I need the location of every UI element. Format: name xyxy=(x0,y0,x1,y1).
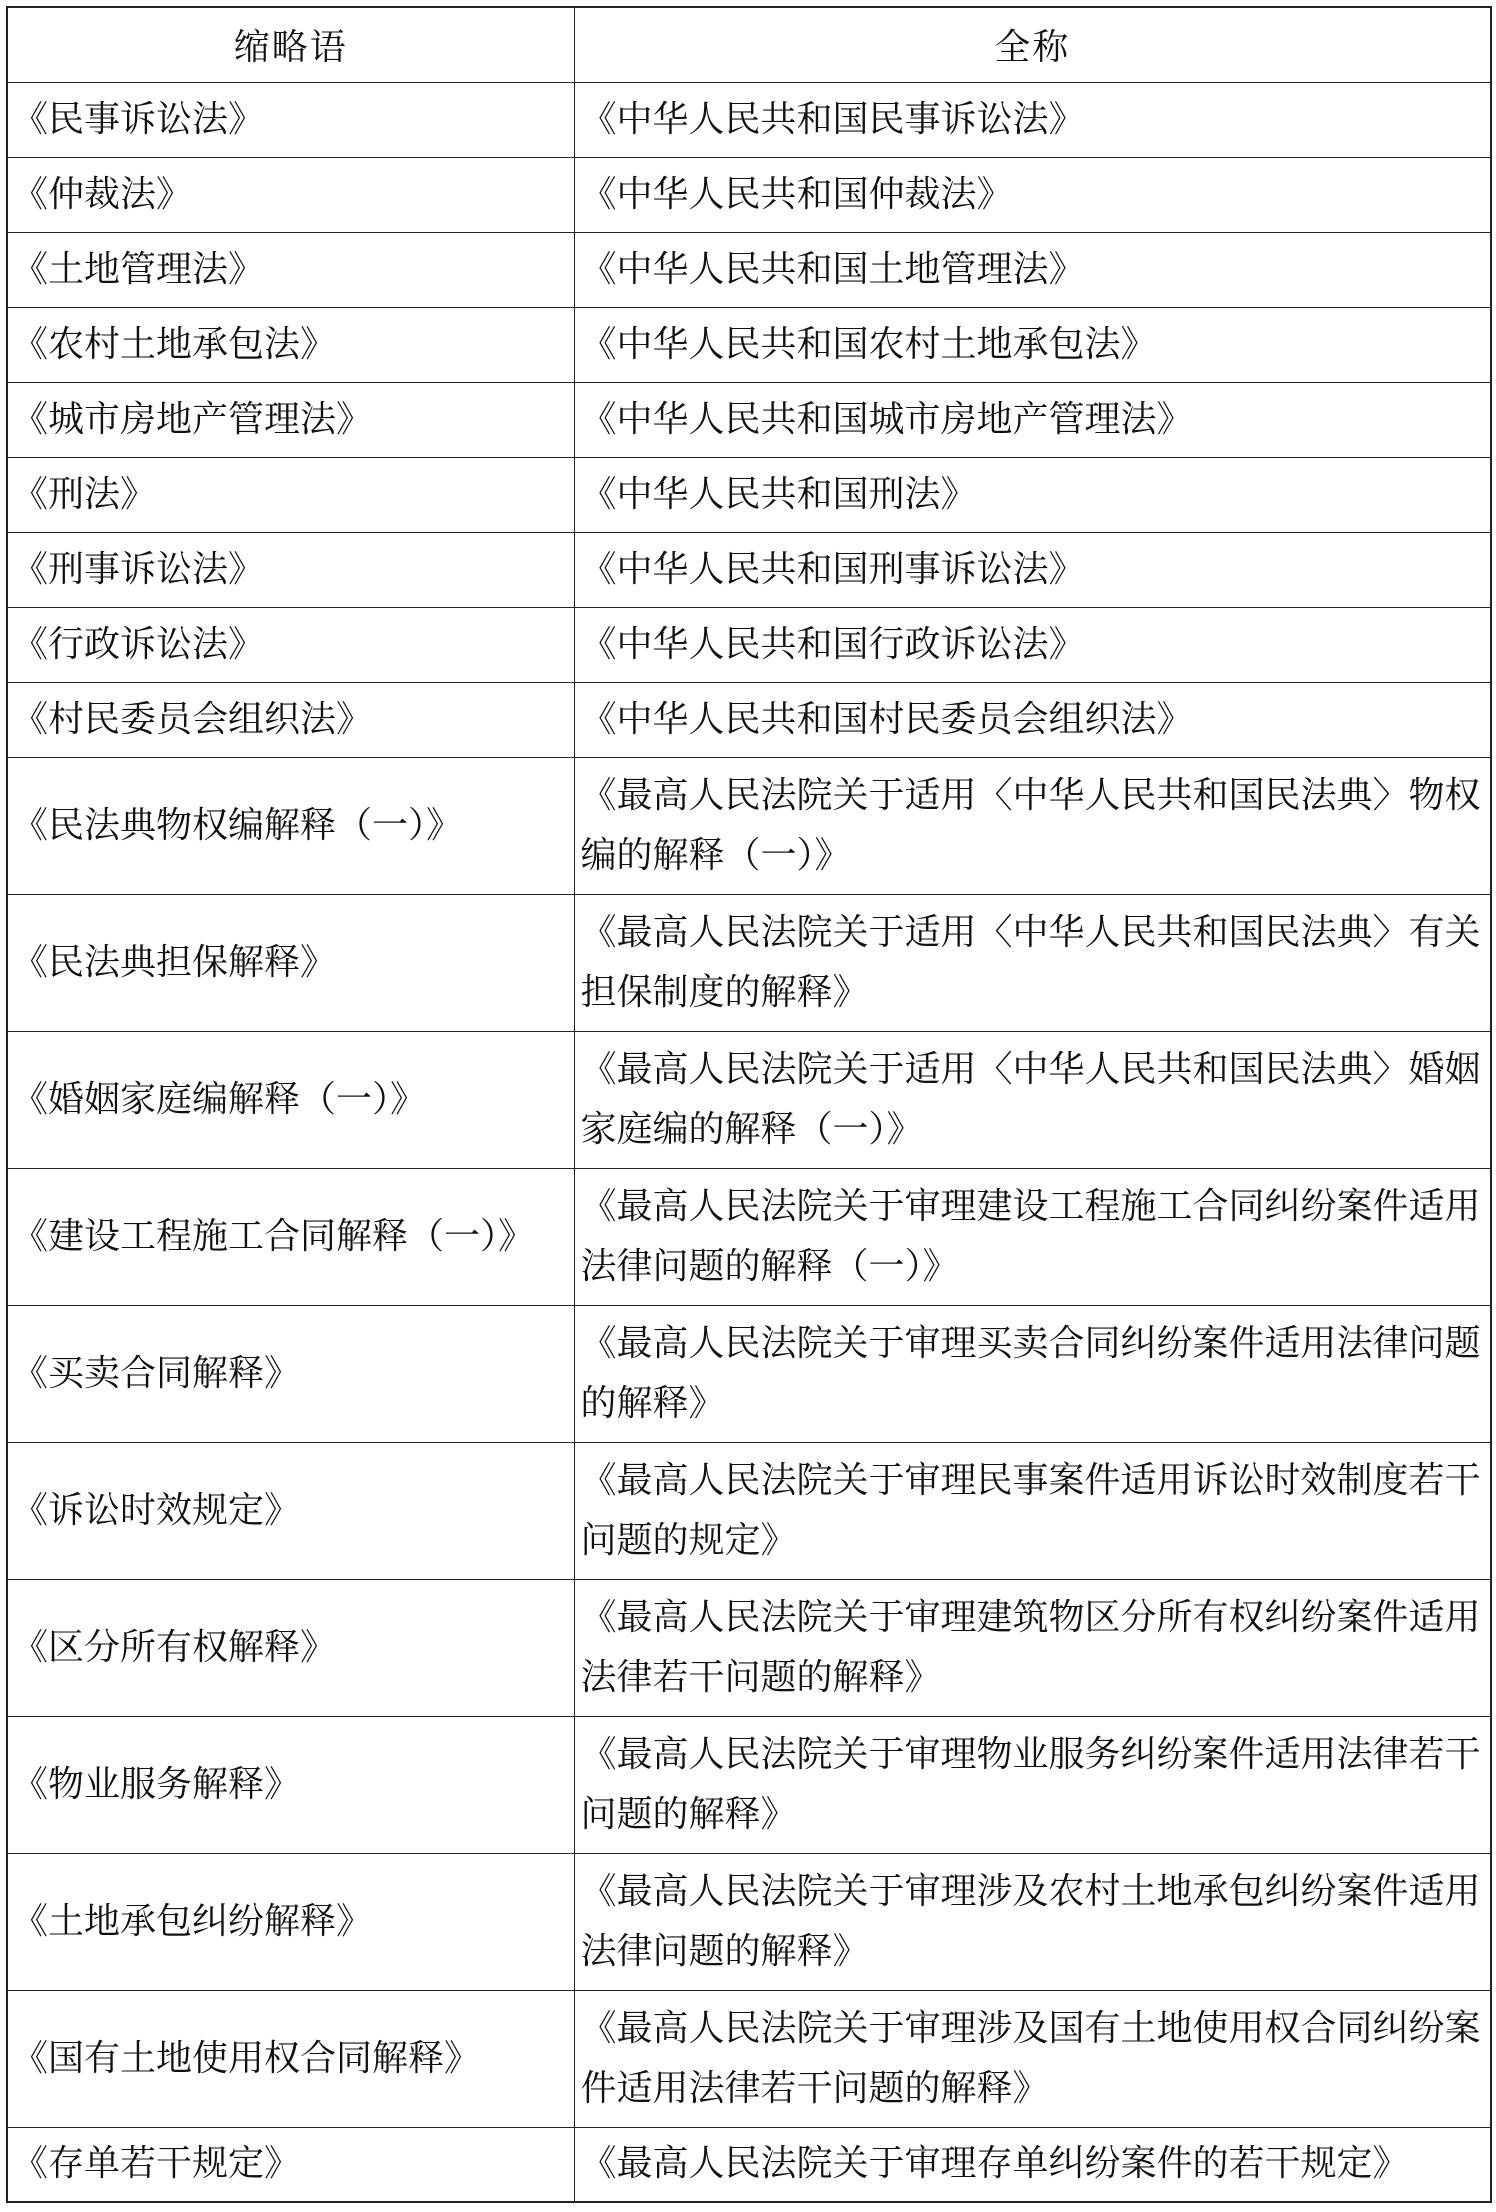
abbreviation-cell: 《村民委员会组织法》 xyxy=(7,682,574,757)
table-row xyxy=(7,307,1491,382)
full-name-cell: 《中华人民共和国城市房地产管理法》 xyxy=(574,382,1491,457)
table-row xyxy=(7,2127,1491,2202)
table-row xyxy=(7,1853,1491,1990)
full-name-cell: 《中华人民共和国刑事诉讼法》 xyxy=(574,532,1491,607)
table-body xyxy=(7,82,1491,2202)
header-abbreviation: 缩略语 xyxy=(7,7,574,82)
abbreviation-cell: 《国有土地使用权合同解释》 xyxy=(7,1990,574,2127)
header-row xyxy=(7,7,1491,82)
abbreviation-cell: 《买卖合同解释》 xyxy=(7,1305,574,1442)
full-name-cell: 《最高人民法院关于审理物业服务纠纷案件适用法律若干问题的解释》 xyxy=(574,1716,1491,1853)
full-name-cell: 《中华人民共和国刑法》 xyxy=(574,457,1491,532)
table-row xyxy=(7,1579,1491,1716)
abbreviation-cell: 《存单若干规定》 xyxy=(7,2127,574,2202)
abbreviation-cell: 《农村土地承包法》 xyxy=(7,307,574,382)
table-row xyxy=(7,1031,1491,1168)
full-name-cell: 《中华人民共和国村民委员会组织法》 xyxy=(574,682,1491,757)
abbreviation-table xyxy=(6,6,1492,2203)
full-name-cell: 《中华人民共和国民事诉讼法》 xyxy=(574,82,1491,157)
abbreviation-cell: 《仲裁法》 xyxy=(7,157,574,232)
table-row xyxy=(7,607,1491,682)
abbreviation-cell: 《城市房地产管理法》 xyxy=(7,382,574,457)
full-name-cell: 《中华人民共和国仲裁法》 xyxy=(574,157,1491,232)
abbreviation-cell: 《土地承包纠纷解释》 xyxy=(7,1853,574,1990)
abbreviation-cell: 《刑事诉讼法》 xyxy=(7,532,574,607)
full-name-cell: 《最高人民法院关于审理涉及农村土地承包纠纷案件适用法律问题的解释》 xyxy=(574,1853,1491,1990)
abbreviation-cell: 《民法典担保解释》 xyxy=(7,894,574,1031)
table-row xyxy=(7,457,1491,532)
full-name-cell: 《最高人民法院关于审理建筑物区分所有权纠纷案件适用法律若干问题的解释》 xyxy=(574,1579,1491,1716)
table-row xyxy=(7,1442,1491,1579)
full-name-cell: 《中华人民共和国行政诉讼法》 xyxy=(574,607,1491,682)
table-row xyxy=(7,1716,1491,1853)
table-row xyxy=(7,232,1491,307)
table-row xyxy=(7,532,1491,607)
abbreviation-cell: 《诉讼时效规定》 xyxy=(7,1442,574,1579)
table-row xyxy=(7,1168,1491,1305)
abbreviation-cell: 《建设工程施工合同解释（一）》 xyxy=(7,1168,574,1305)
table-row xyxy=(7,1305,1491,1442)
table-row xyxy=(7,894,1491,1031)
full-name-cell: 《中华人民共和国土地管理法》 xyxy=(574,232,1491,307)
full-name-cell: 《最高人民法院关于审理买卖合同纠纷案件适用法律问题的解释》 xyxy=(574,1305,1491,1442)
full-name-cell: 《中华人民共和国农村土地承包法》 xyxy=(574,307,1491,382)
table-row xyxy=(7,382,1491,457)
abbreviation-cell: 《物业服务解释》 xyxy=(7,1716,574,1853)
header-full-name: 全称 xyxy=(574,7,1491,82)
full-name-cell: 《最高人民法院关于审理建设工程施工合同纠纷案件适用法律问题的解释（一）》 xyxy=(574,1168,1491,1305)
table-row xyxy=(7,82,1491,157)
full-name-cell: 《最高人民法院关于审理民事案件适用诉讼时效制度若干问题的规定》 xyxy=(574,1442,1491,1579)
abbreviation-cell: 《土地管理法》 xyxy=(7,232,574,307)
table-row xyxy=(7,757,1491,894)
full-name-cell: 《最高人民法院关于适用〈中华人民共和国民法典〉有关担保制度的解释》 xyxy=(574,894,1491,1031)
full-name-cell: 《最高人民法院关于审理存单纠纷案件的若干规定》 xyxy=(574,2127,1491,2202)
abbreviation-cell: 《民法典物权编解释（一）》 xyxy=(7,757,574,894)
table-row xyxy=(7,157,1491,232)
abbreviation-cell: 《婚姻家庭编解释（一）》 xyxy=(7,1031,574,1168)
full-name-cell: 《最高人民法院关于适用〈中华人民共和国民法典〉婚姻家庭编的解释（一）》 xyxy=(574,1031,1491,1168)
abbreviation-cell: 《区分所有权解释》 xyxy=(7,1579,574,1716)
abbreviation-cell: 《行政诉讼法》 xyxy=(7,607,574,682)
abbreviation-cell: 《刑法》 xyxy=(7,457,574,532)
table-row xyxy=(7,682,1491,757)
full-name-cell: 《最高人民法院关于适用〈中华人民共和国民法典〉物权编的解释（一）》 xyxy=(574,757,1491,894)
full-name-cell: 《最高人民法院关于审理涉及国有土地使用权合同纠纷案件适用法律若干问题的解释》 xyxy=(574,1990,1491,2127)
table-header xyxy=(7,7,1491,82)
table-row xyxy=(7,1990,1491,2127)
abbreviation-cell: 《民事诉讼法》 xyxy=(7,82,574,157)
